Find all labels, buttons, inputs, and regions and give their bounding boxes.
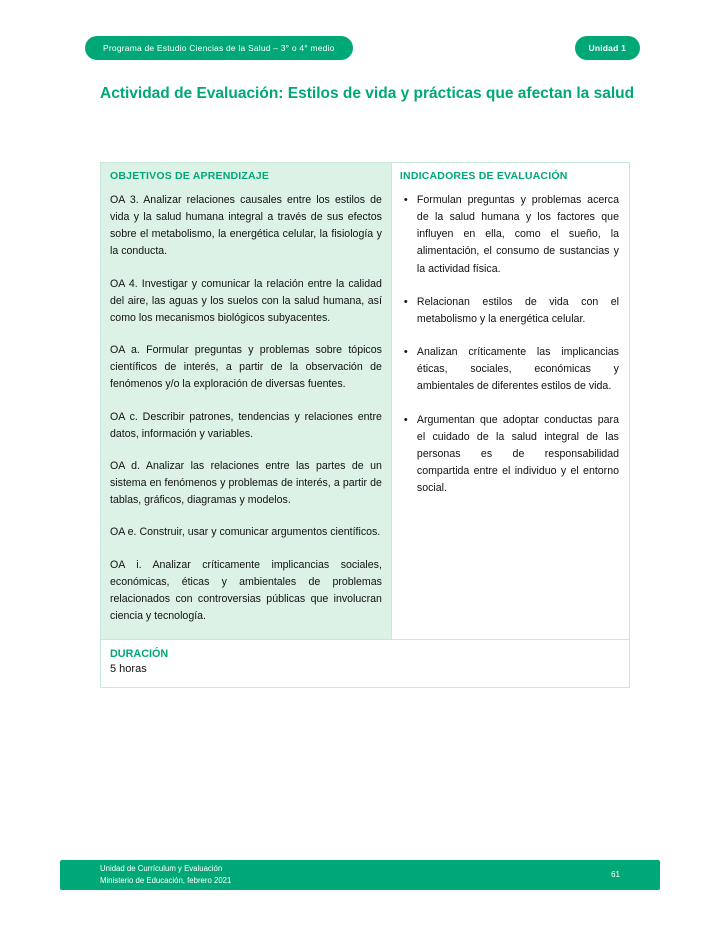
indicators-list [400,192,619,497]
page-title: Actividad de Evaluación: Estilos de vida y prácticas que afectan la salud [100,85,635,102]
indicator-item: • Analizan críticamente las implicancias éticas, sociales, económicas y ambientales de diferentes estilos de vida. [400,344,619,395]
footer-line1: Unidad de Currículum y Evaluación [100,864,223,874]
objectives-header: OBJETIVOS DE APRENDIZAJE [110,170,270,182]
indicators-header: INDICADORES DE EVALUACIÓN [399,170,568,182]
footer-bar [60,860,660,890]
unit-badge: Unidad 1 [575,36,641,60]
duration-value: 5 horas [110,663,147,676]
objective-item: OA 3. Analizar relaciones causales entre los estilos de vida y la salud humana integral a través de sus efectos sobre el metabolismo, la energética celular, la fisiología y la conducta. [110,194,382,258]
indicator-item: • Formulan preguntas y problemas acerca de la salud humana y los factores que influyen en ella, como el sueño, la alimentación, el consumo de sustancias y la actividad física. [400,192,619,278]
duration-section [101,639,629,687]
footer-credits [100,863,231,886]
objective-item: OA c. Describir patrones, tendencias y relaciones entre datos, información y variables. [110,410,382,440]
objective-item: OA e. Construir, usar y comunicar argumentos científicos. [110,526,381,539]
objective-item: OA i. Analizar críticamente implicancias sociales, económicas, éticas y ambientales de problemas relacionados con controversias públicas que involucran ciencia y tecnología. [110,558,382,622]
table-columns [101,163,629,639]
program-badge: Programa de Estudio Ciencias de la Salud – 3° o 4° medio [85,36,353,60]
objective-item: OA 4. Investigar y comunicar la relación entre la calidad del aire, las aguas y los suelos con la salud humana, así como los mecanismos biológicos subyacentes. [110,277,382,324]
objectives-list [110,192,382,625]
objectives-indicators-table [100,162,630,688]
page-number: 61 [611,870,620,879]
objective-item: OA a. Formular preguntas y problemas sobre tópicos científicos de interés, a partir de la observación de fenómenos y/o la exploración de diversas fuentes. [110,344,382,391]
objective-item: OA d. Analizar las relaciones entre las partes de un sistema en fenómenos y problemas de interés, a partir de tablas, gráficos, diagramas y modelos. [110,459,382,507]
objectives-column [101,163,392,639]
indicator-item: • Relacionan estilos de vida con el metabolismo y la energética celular. [400,294,619,328]
duration-label: DURACIÓN [110,648,169,661]
indicator-item: • Argumentan que adoptar conductas para el cuidado de la salud integral de las personas es de responsabilidad compartida entre el individuo y el entorno social. [400,412,619,498]
indicators-column [392,163,629,639]
footer-line2: Ministerio de Educación, febrero 2021 [100,876,232,885]
